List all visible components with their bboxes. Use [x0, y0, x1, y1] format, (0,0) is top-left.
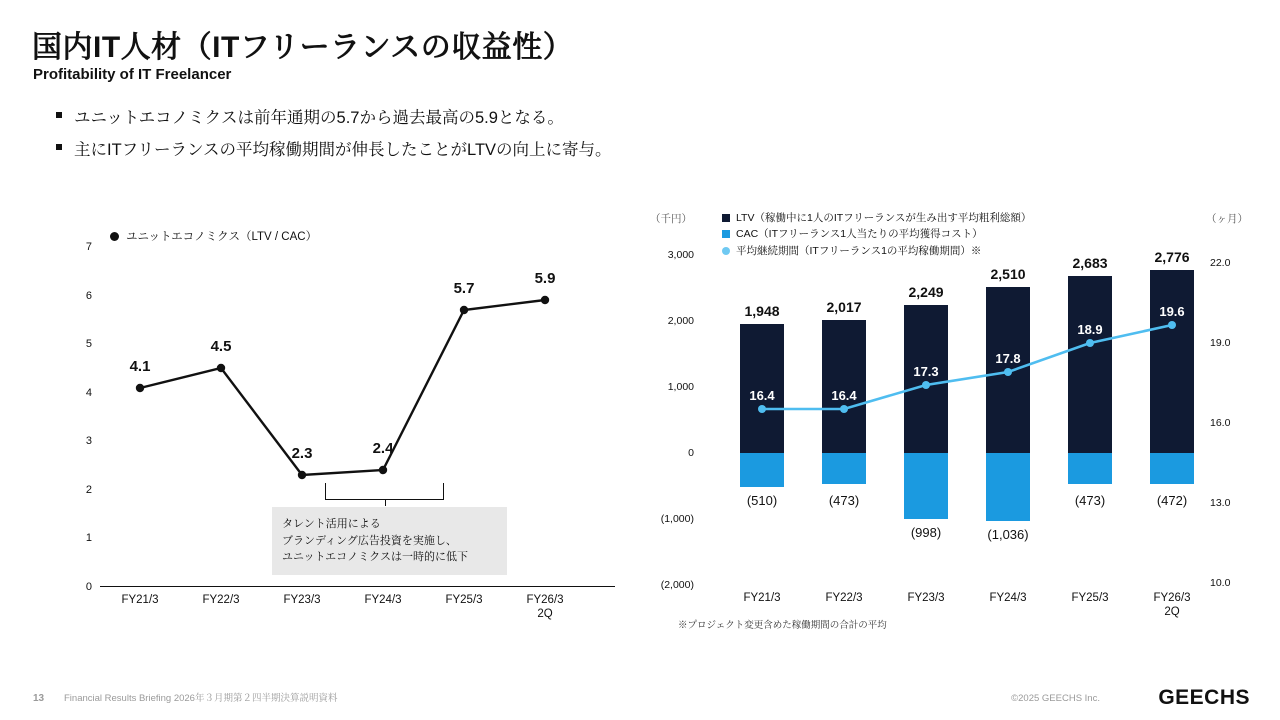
data-label: 4.5 — [210, 338, 232, 355]
unit-label-left: （千円） — [650, 213, 692, 225]
chart-legend-ltv-cac — [722, 210, 1031, 259]
legend-item-cac — [722, 226, 1031, 242]
data-label-cac: (472) — [1156, 493, 1188, 508]
bullet-square-icon — [56, 144, 62, 150]
data-label: 5.9 — [534, 270, 556, 287]
data-label-cac: (510) — [746, 493, 778, 508]
bullet-square-icon — [56, 112, 62, 118]
data-label: 2.3 — [291, 445, 313, 462]
x-tick: FY21/3 — [743, 592, 781, 604]
footer-document-title: Financial Results Briefing 2026年３月期第２四半期決算説明資料 — [64, 693, 338, 704]
bracket-annotation-marker — [325, 483, 444, 500]
y-tick: 5 — [85, 338, 92, 351]
y2-tick: 19.0 — [1210, 337, 1231, 349]
y2-tick: 13.0 — [1210, 497, 1231, 509]
data-label-cac: (1,036) — [987, 527, 1029, 542]
x-tick: FY26/3 2Q — [1153, 592, 1191, 619]
legend-label: LTV（稼働中に1人のITフリーランスが生み出す平均粗利総額） — [736, 212, 1032, 224]
legend-dot-icon — [110, 232, 119, 241]
y-tick: 0 — [688, 447, 694, 459]
annotation-note — [272, 507, 507, 575]
y-tick: 1,000 — [667, 381, 694, 393]
left-chart-y-axis — [78, 241, 92, 593]
y-tick: 2,000 — [667, 315, 694, 327]
ltv-cac-bar-chart — [650, 205, 1250, 631]
x-tick: FY22/3 — [825, 592, 863, 604]
chart-legend-unit-economics — [110, 228, 317, 244]
data-label: 4.1 — [129, 358, 151, 375]
unit-label-right: （ヶ月） — [1206, 213, 1248, 225]
y-tick: 3 — [85, 435, 92, 448]
data-label-cac: (473) — [1074, 493, 1106, 508]
y-tick: 2 — [85, 483, 92, 496]
page-title: 国内IT人材（ITフリーランスの収益性） — [32, 31, 574, 64]
y2-tick: 10.0 — [1210, 577, 1231, 589]
x-tick: FY23/3 — [283, 594, 321, 606]
page-number: 13 — [33, 693, 45, 704]
data-label-ltv: 2,017 — [826, 299, 862, 315]
data-label-cac: (998) — [910, 525, 942, 540]
y-tick: 6 — [85, 289, 92, 302]
x-tick: FY25/3 — [445, 594, 483, 606]
x-tick: FY24/3 — [364, 594, 402, 606]
right-chart-y-axis-left — [650, 249, 694, 591]
data-label-ltv: 2,683 — [1072, 255, 1108, 271]
data-label-ltv: 1,948 — [744, 303, 780, 319]
data-label-duration: 17.8 — [995, 351, 1021, 366]
x-tick: FY25/3 — [1071, 592, 1109, 604]
legend-dot-icon — [722, 247, 730, 255]
legend-swatch-icon — [722, 230, 730, 238]
right-chart-y-axis-right — [1210, 255, 1250, 589]
y-tick: (1,000) — [660, 513, 694, 525]
unit-economics-line-chart — [40, 215, 640, 621]
bullet-text: 主にITフリーランスの平均稼働期間が伸長したことがLTVの向上に寄与。 — [74, 141, 612, 159]
legend-label: ユニットエコノミクス（LTV / CAC） — [126, 231, 318, 243]
data-label-ltv: 2,776 — [1154, 249, 1190, 265]
copyright: ©2025 GEECHS Inc. — [1011, 693, 1100, 704]
brand-logo: GEECHS — [1158, 686, 1250, 709]
y-tick: 4 — [85, 386, 92, 399]
y-tick: (2,000) — [660, 579, 694, 591]
data-label-duration: 19.6 — [1159, 304, 1185, 319]
x-tick: FY24/3 — [989, 592, 1027, 604]
data-label-duration: 16.4 — [749, 388, 775, 403]
legend-item-ltv — [722, 210, 1031, 226]
x-tick: FY23/3 — [907, 592, 945, 604]
x-tick: FY22/3 — [202, 594, 240, 606]
y2-tick: 22.0 — [1210, 257, 1231, 269]
list-item — [56, 136, 816, 160]
y-tick: 1 — [85, 532, 92, 545]
x-tick: FY21/3 — [121, 594, 159, 606]
x-tick: FY26/3 2Q — [526, 594, 564, 621]
legend-label: CAC（ITフリーランス1人当たりの平均獲得コスト） — [736, 228, 983, 241]
data-label-duration: 18.9 — [1077, 322, 1103, 337]
legend-label: 平均継続期間（ITフリーランス1の平均稼働期間）※ — [736, 244, 982, 257]
y-tick: 0 — [85, 581, 92, 593]
data-label: 2.4 — [372, 440, 394, 457]
data-label-ltv: 2,510 — [990, 266, 1026, 282]
bullet-text: ユニットエコノミクスは前年通期の5.7から過去最高の5.9となる。 — [74, 109, 564, 127]
chart-footnote: ※プロジェクト変更含めた稼働期間の合計の平均 — [678, 620, 887, 631]
legend-swatch-icon — [722, 214, 730, 222]
data-label-duration: 16.4 — [831, 388, 857, 403]
bullet-list — [56, 104, 816, 168]
data-label: 5.7 — [453, 280, 475, 297]
y-tick: 7 — [85, 241, 92, 253]
y-tick: 3,000 — [667, 249, 694, 261]
data-label-cac: (473) — [828, 493, 860, 508]
data-label-duration: 17.3 — [913, 364, 939, 379]
list-item — [56, 104, 816, 128]
page-subtitle: Profitability of IT Freelancer — [33, 66, 232, 83]
data-label-ltv: 2,249 — [908, 284, 944, 300]
annotation-note-text: タレント活用による ブランディング広告投資を実施し、 ユニットエコノミクスは一時的に低下 — [282, 518, 469, 563]
y2-tick: 16.0 — [1210, 417, 1231, 429]
